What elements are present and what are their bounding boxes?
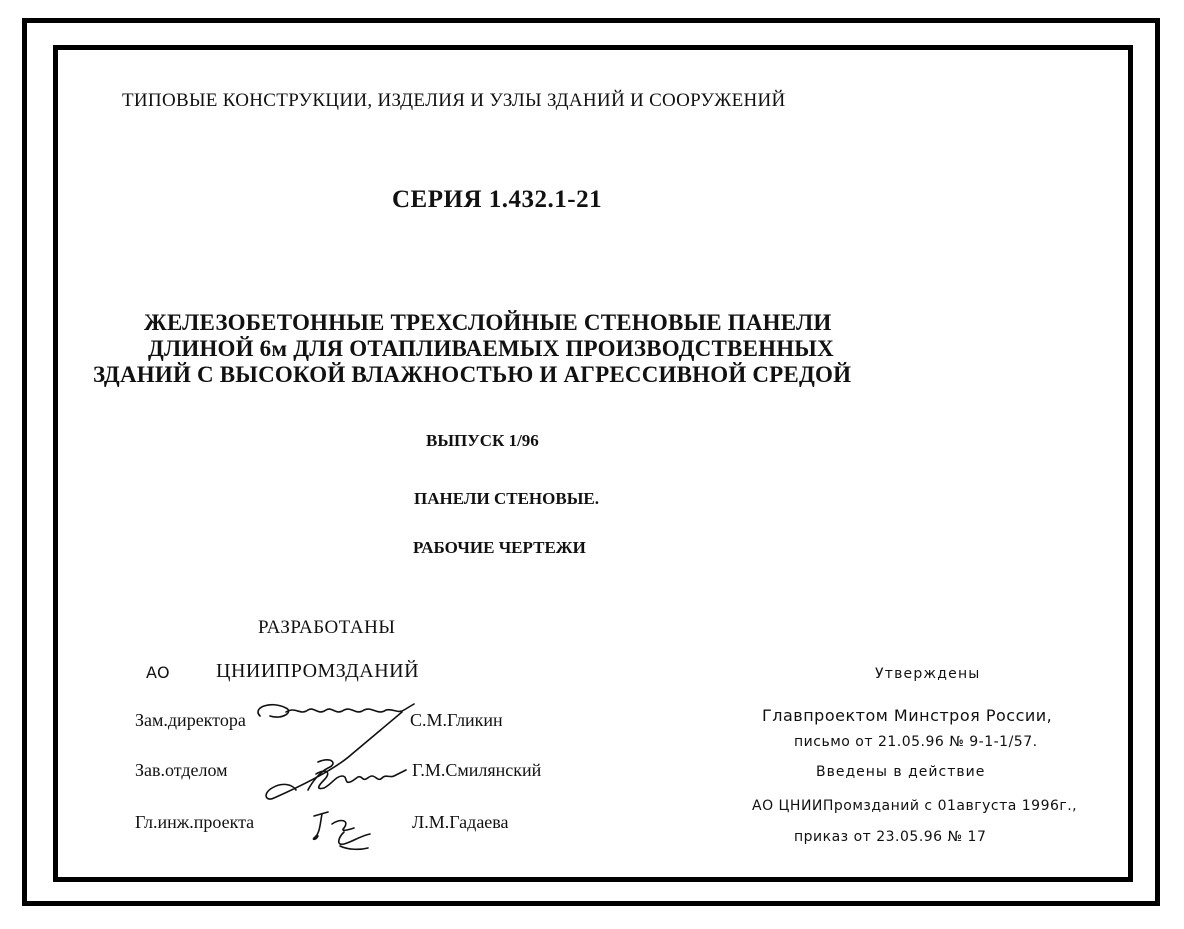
inner-border	[53, 45, 1133, 882]
approved-line-5: приказ от 23.05.96 № 17	[794, 829, 987, 845]
signatory-role-1: Зам.директора	[135, 710, 246, 730]
org-name: ЦНИИПРОМЗДАНИЙ	[216, 660, 420, 682]
panels-label: ПАНЕЛИ СТЕНОВЫЕ.	[414, 489, 599, 508]
signatory-name-2: Г.М.Смилянский	[412, 760, 542, 780]
signature-2	[298, 754, 410, 798]
issue-number: ВЫПУСК 1/96	[426, 431, 539, 450]
signatory-name-3: Л.М.Гадаева	[412, 812, 509, 832]
org-prefix: АО	[146, 663, 170, 682]
signatory-role-3: Гл.инж.проекта	[135, 812, 255, 832]
signature-3	[310, 806, 374, 854]
signatory-role-2: Зав.отделом	[135, 760, 228, 780]
header-text: ТИПОВЫЕ КОНСТРУКЦИИ, ИЗДЕЛИЯ И УЗЛЫ ЗДАНИЙ И СООРУЖЕНИЙ	[122, 90, 786, 111]
approved-line-1: Главпроектом Минстроя России,	[762, 706, 1053, 725]
approved-heading: Утверждены	[875, 666, 981, 682]
title-line-1: ЖЕЛЕЗОБЕТОННЫЕ ТРЕХСЛОЙНЫЕ СТЕНОВЫЕ ПАНЕЛИ	[144, 310, 832, 335]
approved-line-3: Введены в действие	[816, 764, 986, 780]
developed-label: РАЗРАБОТАНЫ	[258, 617, 396, 638]
series-number: СЕРИЯ 1.432.1-21	[392, 186, 603, 213]
signatory-name-1: С.М.Гликин	[410, 710, 503, 730]
drawings-label: РАБОЧИЕ ЧЕРТЕЖИ	[413, 538, 586, 557]
approved-line-4: АО ЦНИИПромзданий с 01августа 1996г.,	[752, 798, 1078, 814]
title-line-3: ЗДАНИЙ С ВЫСОКОЙ ВЛАЖНОСТЬЮ И АГРЕССИВНОЙ СРЕДОЙ	[93, 362, 852, 387]
approved-line-2: письмо от 21.05.96 № 9-1-1/57.	[794, 734, 1038, 750]
title-line-2: ДЛИНОЙ 6м ДЛЯ ОТАПЛИВАЕМЫХ ПРОИЗВОДСТВЕННЫХ	[148, 336, 834, 361]
